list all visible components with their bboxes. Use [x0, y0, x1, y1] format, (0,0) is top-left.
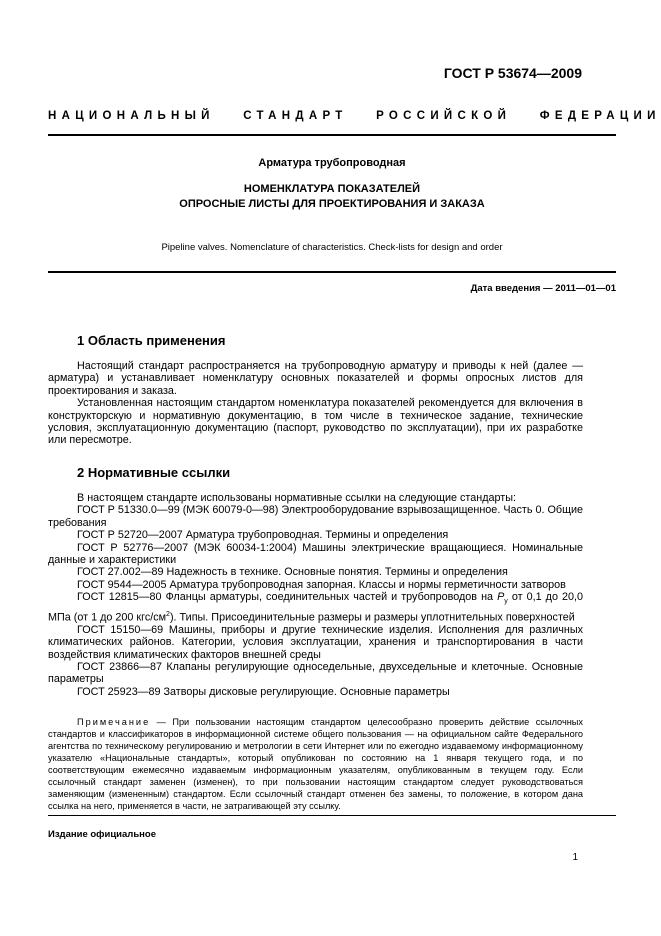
document-subtitle: Арматура трубопроводная [258, 157, 406, 169]
ref-12815-before: ГОСТ 12815—80 Фланцы арматуры, соединительных частей и трубопроводов на [77, 591, 498, 604]
reference-item: ГОСТ 23866—87 Клапаны регулирующие односедельные, двухседельные и клеточные. Основные параметры [48, 661, 583, 686]
section-1-body [48, 360, 583, 447]
national-standard-banner: НАЦИОНАЛЬНЫЙ СТАНДАРТ РОССИЙСКОЙ ФЕДЕРАЦИИ [48, 110, 661, 122]
section-2-body [48, 492, 583, 698]
section-1-heading: 1 Область применения [77, 333, 226, 348]
official-edition-label: Издание официальное [48, 829, 156, 840]
page-number: 1 [572, 852, 578, 863]
reference-item: ГОСТ Р 52720—2007 Арматура трубопроводная. Термины и определения [77, 529, 449, 542]
reference-item: ГОСТ Р 52776—2007 (МЭК 60034-1:2004) Машины электрические вращающиеся. Номинальные данные и характеристики [48, 541, 583, 567]
document-title-line2: ОПРОСНЫЕ ЛИСТЫ ДЛЯ ПРОЕКТИРОВАНИЯ И ЗАКАЗА [179, 198, 485, 210]
ref-12815-after: ). Типы. Присоединительные размеры и размеры уплотнительных поверхностей [169, 611, 575, 624]
section-1-paragraph-1: Настоящий стандарт распространяется на трубопроводную арматуру и приводы к ней (далее — арматура) и устанавливает номенклатуру основных показателей и формы опросных листов для проектирования и заказа. [48, 360, 583, 397]
reference-item-gost-12815 [48, 591, 583, 624]
divider-footer [48, 815, 616, 816]
reference-item: ГОСТ 25923—89 Затворы дисковые регулирующие. Основные параметры [77, 685, 450, 698]
note-text: — При пользовании настоящим стандартом целесообразно проверить действие ссылочных стандартов и классификаторов в информационной системе общего пользования — на официальном сайте Федерального агентства по техническому регулированию и метрологии в сети Интернет или по ежегодно издаваемому информационному указателю «Национальные стандарты», который опубликован по состоянию на 1 января текущего года, и по соответствующим ежемесячно издаваемым информационным указателям, опубликованным в текущем году. Если ссылочный стандарт заменен (изменен), то при пользовании настоящим стандартом следует руководствоваться заменяющим (измененным) стандартом. Если ссылочный стандарт отменен без замены, то положение, в котором дана ссылка на него, применяется в части, не затрагивающей эту ссылку. [48, 717, 583, 811]
note-label: Примечание [77, 717, 151, 727]
reference-item: ГОСТ Р 51330.0—99 (МЭК 60079-0—98) Электрооборудование взрывозащищенное. Часть 0. Общие требования [48, 504, 583, 529]
introduction-date: Дата введения — 2011—01—01 [470, 283, 616, 294]
divider-title [48, 271, 616, 273]
note-block [48, 716, 583, 812]
english-title: Pipeline valves. Nomenclature of characteristics. Check-lists for design and order [161, 242, 503, 253]
reference-item: ГОСТ 27.002—89 Надежность в технике. Основные понятия. Термины и определения [77, 566, 508, 579]
ref-12815-p: P [497, 591, 505, 604]
reference-item: ГОСТ 15150—69 Машины, приборы и другие технические изделия. Исполнения для различных климатических районов. Категории, условия эксплуатации, хранения и транспортирования в части воздействия климатических факторов внешней среды [48, 623, 583, 661]
section-2-heading: 2 Нормативные ссылки [77, 465, 231, 480]
ref-12815-sup: 2 [166, 610, 170, 618]
section-2-intro: В настоящем стандарте использованы нормативные ссылки на следующие стандарты: [77, 492, 516, 504]
ref-12815-p-sub: y [504, 598, 508, 606]
reference-item: ГОСТ 9544—2005 Арматура трубопроводная запорная. Классы и нормы герметичности затворов [77, 578, 566, 591]
note-paragraph [48, 716, 583, 812]
ref-12815-middle: от 0,1 до 20,0 МПа (от 1 до 200 кгс/см [48, 591, 584, 624]
section-1-paragraph-2: Установленная настоящим стандартом номенклатура показателей рекомендуется для включения в конструкторскую и нормативную документацию, в том числе в техническое задание, технические условия, эксплуатационную документацию (паспорт, руководство по эксплуатации), при их разработке или пересмотре. [48, 397, 583, 447]
document-title-line1: НОМЕНКЛАТУРА ПОКАЗАТЕЛЕЙ [243, 183, 421, 195]
divider-top [48, 134, 616, 136]
gost-number: ГОСТ Р 53674—2009 [443, 65, 582, 81]
